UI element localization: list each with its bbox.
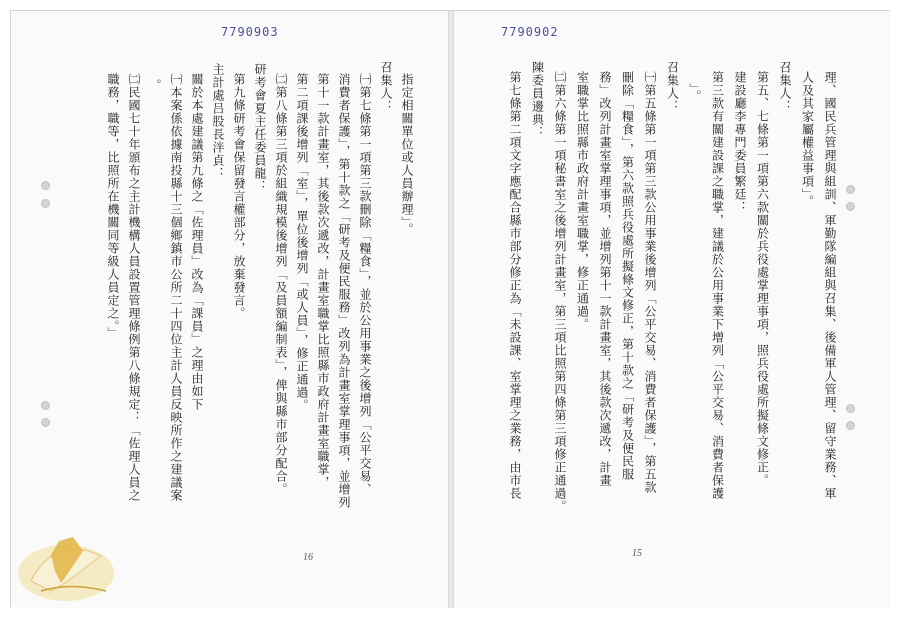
- text-column: 刪除「糧食」，第六款照兵役處所擬條文修正，第十款之「研考及便民服: [620, 71, 635, 481]
- text-column: 理、國民兵管理與組訓、軍勤隊編組與召集、後備軍人管理、留守業務、軍: [823, 71, 837, 500]
- text-column: ㈡第六條第一項秘書室之後增列計畫室，第三項比照第四條第三項修正通過。: [553, 71, 567, 513]
- text-column: 消費者保護」，第十款之「研考及便民服務」改列為計畫室掌理事項，並增列: [337, 73, 351, 509]
- text-column: ㈠第五條第一項第三款公用事業後增列「公平交易、消費者保護」，第五款: [643, 71, 657, 494]
- punch-hole: [41, 199, 50, 208]
- punch-hole: [41, 181, 50, 190]
- text-column: ㈡民國七十年頒布之主計機構人員設置管理條例第八條規定：「佐理人員之: [127, 73, 141, 502]
- text-column: 研考會夏主任委員龍：: [253, 63, 267, 193]
- punch-hole: [846, 421, 855, 430]
- text-column: 第七條第二項文字應配合縣市部分修正為「未設課、室掌理之業務，由市長: [508, 71, 522, 500]
- text-column: 。: [148, 79, 162, 92]
- text-column: 第二項課後增列「室」，單位後增列「或人員」，修正通過。: [295, 73, 309, 412]
- text-column: 主計處吕股長泮貞：: [211, 63, 225, 180]
- text-column: ㈠第七條第一項第三款刪除「糧食」，並於公用事業之後增列「公平交易、: [358, 73, 372, 496]
- text-column: 第九條研考會保留發言權部分，放棄發言。: [232, 73, 246, 320]
- punch-hole: [41, 401, 50, 410]
- punch-hole: [41, 418, 50, 427]
- text-column: 關於本處建議第九條之「佐理員」改為「課員」之理由如下: [190, 73, 204, 411]
- text-column: 陳委員邊典：: [530, 61, 545, 139]
- text-column: 指定相關單位或人員辦理」。: [400, 73, 414, 236]
- left-page-number: 16: [303, 552, 313, 563]
- text-column: 第三款有關建設課之職掌，建議於公用事業下增列「公平交易、消費者保護: [710, 71, 725, 500]
- text-column: ㈡第八條第三項於組織規模後增列「及員額編制表」，俾與縣市部分配合。: [274, 73, 288, 496]
- left-page-stamp: 7790903: [221, 25, 279, 39]
- text-column: ㈠本案係依據南投縣十三個鄉鎮市公所二十四位主計人員反映所作之建議案: [169, 73, 183, 502]
- text-column: 職務，職等，比照所在機關同等級人員定之。」: [106, 73, 120, 340]
- right-page-number: 15: [632, 548, 642, 559]
- text-column: 第五、七條第一項第六款關於兵役處掌理事項，照兵役處所擬條文修正。: [755, 71, 770, 487]
- right-page: [454, 11, 891, 608]
- text-column: 建設廳李專門委員繁廷：: [733, 71, 747, 214]
- punch-hole: [846, 404, 855, 413]
- punch-hole: [846, 185, 855, 194]
- document-spread: [10, 10, 890, 607]
- text-column: 室職掌比照縣市政府計畫室職掌，修正通過。: [575, 71, 590, 331]
- text-column: 召集人：: [665, 61, 680, 113]
- punch-hole: [846, 202, 855, 211]
- text-column: 第十一款計畫室，其後款次遞改，計畫室職掌比照縣市政府計畫室職掌，: [316, 73, 330, 489]
- archive-logo-icon: [11, 511, 121, 611]
- text-column: 」。: [688, 83, 702, 103]
- text-column: 召集人：: [379, 61, 393, 113]
- right-page-stamp: 7790902: [501, 25, 559, 39]
- text-column: 人及其家屬權益事項」。: [800, 71, 815, 208]
- text-column: 召集人：: [778, 61, 792, 113]
- text-column: 務」改列計畫室掌理事項，並增列第十一款計畫室，其後款次遞改，計畫: [598, 71, 612, 487]
